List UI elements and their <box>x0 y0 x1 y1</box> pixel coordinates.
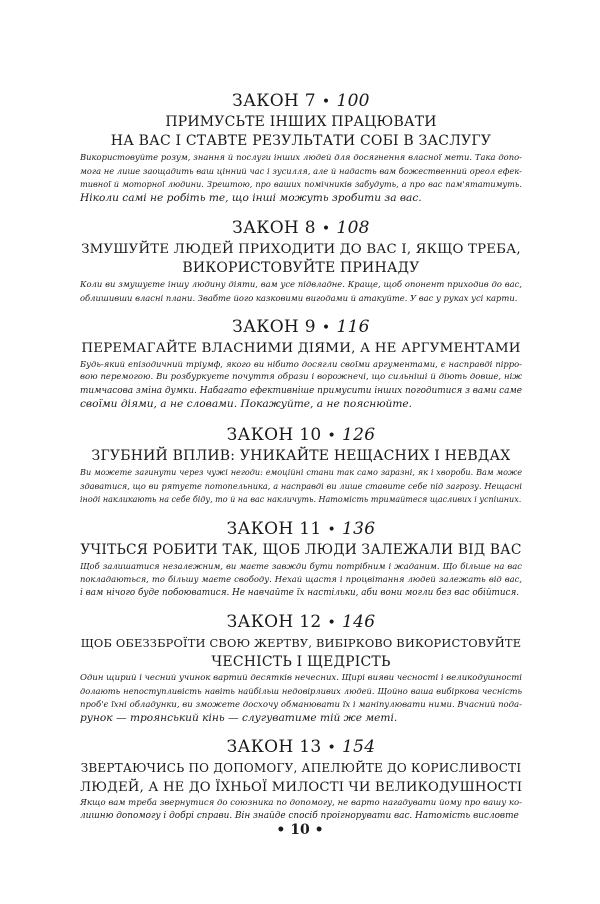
law-text-line: і вам нічого буде побоюватися. Не навчайте їх настільки, аби вони могли без вас обійтися. <box>80 587 520 598</box>
page-number: • 10 • <box>276 822 324 838</box>
law-text-line: долають непоступливість навіть найбільш недовірливих людей. Щойно ваша вибіркова чесність <box>80 686 522 697</box>
bullet-separator: • <box>321 94 331 110</box>
page-number-value: 10 <box>290 822 310 838</box>
law-text-line: проб'є їхні обладунки, ви зможете досхочу обманювати їх і маніпулювати ними. Вчасний пода- <box>80 699 522 710</box>
bullet-separator: • <box>321 221 331 238</box>
bullet-separator: • <box>327 521 337 538</box>
law-text-line: Ніколи самі не робіть те, що інші можуть зробити за вас. <box>80 191 422 204</box>
law-text-line: тивної й моторної людини. Зрештою, про ваших помічників забудуть, а про вас пам'ятатимуть. <box>80 179 522 190</box>
laws-list <box>80 90 522 824</box>
law-description <box>80 466 522 507</box>
law-page-ref: 116 <box>336 316 370 337</box>
bullet-separator: • <box>327 614 337 631</box>
law-description <box>80 151 522 205</box>
law-text-line: облишивши власні плани. Звабте його казковими вигодами й атакуйте. У вас у руках усі карти. <box>80 292 518 303</box>
law-section <box>80 611 522 726</box>
law-page-ref: 108 <box>336 218 370 239</box>
law-title-line: ЛЮДЕЙ, А НЕ ДО ЇХНЬОЇ МИЛОСТІ ЧИ ВЕЛИКОДУШНОСТІ <box>80 779 523 795</box>
law-section <box>80 518 522 601</box>
law-page-ref: 146 <box>342 611 376 632</box>
law-text-line: лишню допомогу і добрі справи. Він знайде спосіб проігнорувати вас. Натомість висловте <box>80 811 519 822</box>
law-label: ЗАКОН 11 <box>226 518 322 539</box>
law-description <box>80 358 522 412</box>
law-title-line: ЧЕСНІСТЬ І ЩЕДРІСТЬ <box>211 653 391 670</box>
law-text-line: Будь-який епізодичний тріумф, якого ви нібито досягли своїми аргументами, є насправді пірро- <box>80 358 522 369</box>
law-text-line: Один щирий і чесний учинок вартий десятків нечесних. Щирі вияви чесності і великодушності <box>80 672 522 683</box>
law-heading <box>80 611 522 634</box>
law-text-line: рунок — троянський кінь — слугуватиме тій же меті. <box>80 712 398 725</box>
law-section <box>80 90 522 205</box>
law-title-line: ЗВЕРТАЮЧИСЬ ПО ДОПОМОГУ, АПЕЛЮЙТЕ ДО КОРИСЛИВОСТІ <box>80 760 522 775</box>
law-description <box>80 560 522 601</box>
law-title-line: ВИКОРИСТОВУЙТЕ ПРИНАДУ <box>182 260 420 277</box>
law-description <box>80 278 522 305</box>
law-heading <box>80 316 522 339</box>
law-heading <box>80 90 522 113</box>
law-label: ЗАКОН 13 <box>226 736 322 757</box>
law-description <box>80 672 522 726</box>
law-title-line: ЩОБ ОБЕЗЗБРОЇТИ СВОЮ ЖЕРТВУ, ВИБІРКОВО ВИКОРИСТОВУЙТЕ <box>80 635 522 650</box>
law-page-ref: 136 <box>342 518 376 539</box>
bullet-separator: • <box>327 427 337 444</box>
law-label: ЗАКОН 7 <box>232 91 316 111</box>
law-heading <box>80 518 522 541</box>
law-page-ref: 126 <box>342 424 376 445</box>
law-text-line: мога не лише заощадить ваш цінний час і зусилля, але й надасть вам божественний ореол ефек- <box>80 165 522 176</box>
law-text-line: іноді накликають на себе біду, то й на вас накличуть. Натомість тримайтеся щасливих і успішних. <box>80 495 522 505</box>
law-text-line: своїми діями, а не словами. Покажуйте, а не пояснюйте. <box>80 398 413 411</box>
law-title-line: ПЕРЕМАГАЙТЕ ВЛАСНИМИ ДІЯМИ, А НЕ АРГУМЕНТАМИ <box>81 340 521 356</box>
law-label: ЗАКОН 9 <box>232 316 316 337</box>
law-text-line: Коли ви змушуєте іншу людину діяти, вам усе підвладне. Краще, щоб опонент приходив до вас, <box>80 279 522 290</box>
bullet-separator: • <box>327 739 337 756</box>
law-text-line: Використовуйте розум, знання й послуги інших людей для досягнення власної мети. Така допо- <box>80 152 522 162</box>
law-text-line: вою перемогою. Ви розбуркуєте почуття образи і ворожнечі, що сильніші й діють довше, ніж <box>80 372 522 383</box>
law-text-line: Ви можете загинути через чужі негоди: емоційні стани так само заразні, як і хвороби. Вам може <box>80 466 522 477</box>
bullet-separator: • <box>321 319 331 336</box>
law-title-line: ЗМУШУЙТЕ ЛЮДЕЙ ПРИХОДИТИ ДО ВАС І, ЯКЩО ТРЕБА, <box>81 242 521 258</box>
law-title-line: НА ВАС І СТАВТЕ РЕЗУЛЬТАТИ СОБІ В ЗАСЛУГУ <box>110 133 492 149</box>
law-section <box>80 316 522 412</box>
law-title-line: ПРИМУСЬТЕ ІНШИХ ПРАЦЮВАТИ <box>165 114 437 130</box>
law-section <box>80 736 522 824</box>
law-label: ЗАКОН 10 <box>226 424 322 445</box>
law-page-ref: 154 <box>342 736 376 757</box>
law-heading <box>80 736 522 759</box>
law-section <box>80 217 522 305</box>
law-heading <box>80 217 522 240</box>
law-text-line: тимчасова зміна думки. Набагато ефективніше примусити інших погодитися з вами саме <box>80 385 522 396</box>
law-label: ЗАКОН 8 <box>232 218 316 239</box>
law-title-line: ЗГУБНИЙ ВПЛИВ: УНИКАЙТЕ НЕЩАСНИХ І НЕВДАХ <box>91 447 511 464</box>
law-title-line: УЧІТЬСЯ РОБИТИ ТАК, ЩОБ ЛЮДИ ЗАЛЕЖАЛИ ВІД ВАС <box>80 541 522 558</box>
law-description <box>80 797 522 824</box>
law-section <box>80 424 522 507</box>
law-heading <box>80 424 522 447</box>
law-text-line: Якщо вам треба звернутися до союзника по допомогу, не варто нагадувати йому про вашу ко- <box>80 797 522 808</box>
law-text-line: покладаються, то більшу маєте свободу. Нехай щастя і процвітання людей залежать від вас, <box>80 574 522 585</box>
law-text-line: здаватися, що ви рятуєте потопельника, а насправді ви лише ставите себе під загрозу. Нещасні <box>80 480 522 491</box>
law-text-line: Щоб залишатися незалежним, ви маєте завжди бути потрібним і жаданим. Що більше на вас <box>80 560 522 571</box>
law-page-ref: 100 <box>336 91 370 111</box>
law-label: ЗАКОН 12 <box>226 611 322 632</box>
